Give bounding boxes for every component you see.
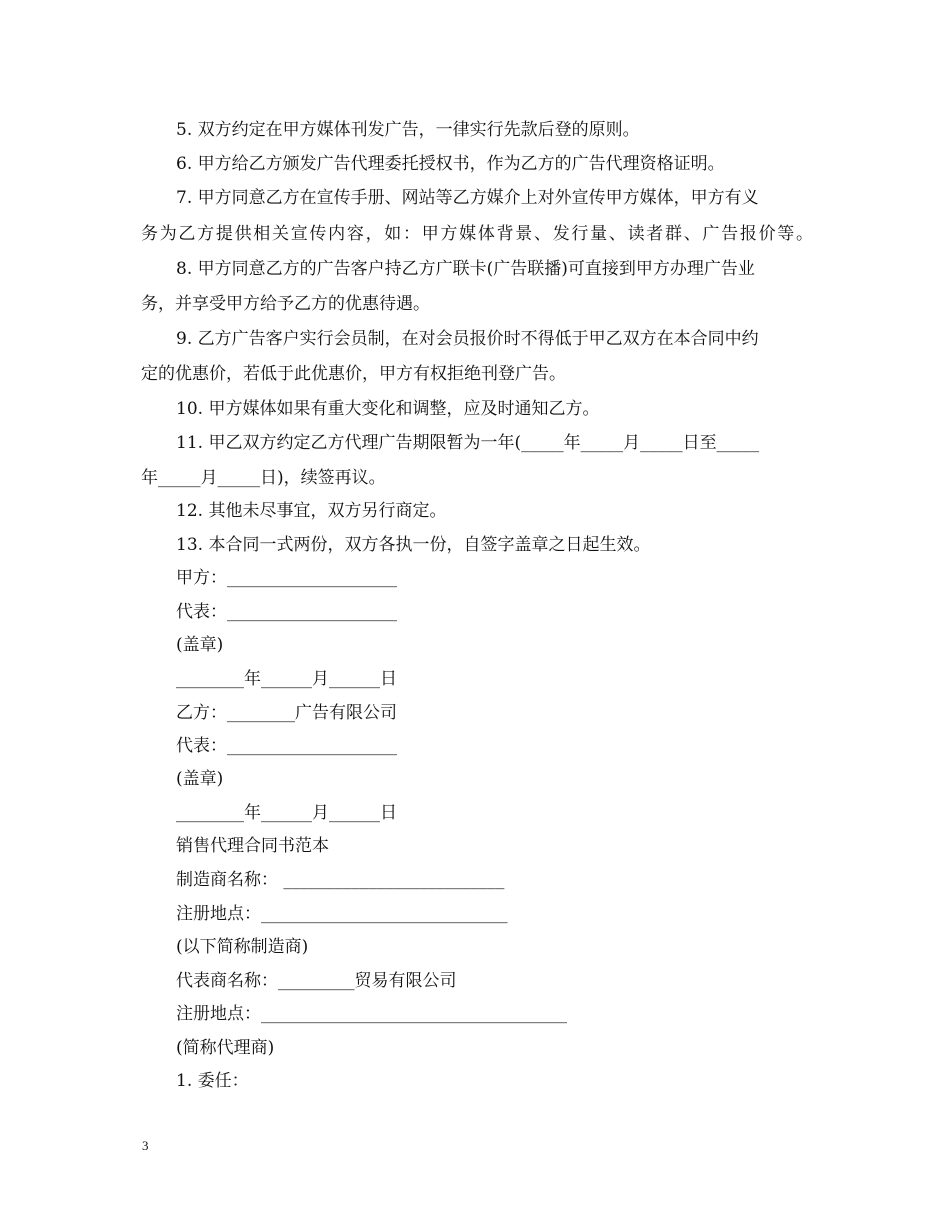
clause-8-line-2: 务，并享受甲方给予乙方的优惠待遇。	[141, 294, 430, 314]
section-1-heading: 1. 委任：	[176, 1071, 249, 1091]
clause-7-line-1: 7. 甲方同意乙方在宣传手册、网站等乙方媒介上对外宣传甲方媒体，甲方有义	[176, 188, 759, 208]
clause-12: 12. 其他未尽事宜，双方另行商定。	[176, 501, 447, 521]
manufacturer-address-field: 注册地点：_____________________________	[176, 904, 508, 924]
manufacturer-abbreviation: (以下简称制造商)	[176, 937, 309, 957]
clause-6: 6. 甲方给乙方颁发广告代理委托授权书，作为乙方的广告代理资格证明。	[176, 154, 725, 174]
party-b-seal-label: (盖章)	[176, 769, 224, 789]
party-b-representative-field: 代表：____________________	[176, 736, 397, 756]
clause-11-line-2: 年_____月_____日)，续签再议。	[141, 468, 386, 488]
clause-11-line-1: 11. 甲乙双方约定乙方代理广告期限暂为一年(_____年_____月_____日至_____	[176, 433, 760, 453]
party-a-seal-label: (盖章)	[176, 635, 224, 655]
party-a-date-field: ________年______月______日	[176, 669, 397, 689]
agent-name-field: 代表商名称：_________贸易有限公司	[176, 971, 457, 991]
agent-abbreviation: (简称代理商)	[176, 1038, 275, 1058]
clause-10: 10. 甲方媒体如果有重大变化和调整，应及时通知乙方。	[176, 399, 600, 419]
clause-5: 5. 双方约定在甲方媒体刊发广告，一律实行先款后登的原则。	[176, 120, 640, 140]
party-a-field: 甲方：____________________	[176, 568, 397, 588]
clause-8-line-1: 8. 甲方同意乙方的广告客户持乙方广联卡(广告联播)可直接到甲方办理广告业	[176, 259, 755, 279]
party-b-date-field: ________年______月______日	[176, 803, 397, 823]
section-title: 销售代理合同书范本	[176, 836, 329, 856]
manufacturer-name-field: 制造商名称： __________________________	[176, 870, 505, 890]
agent-address-field: 注册地点：____________________________________	[176, 1004, 567, 1024]
party-a-representative-field: 代表：____________________	[176, 602, 397, 622]
clause-7-line-2: 务为乙方提供相关宣传内容，如：甲方媒体背景、发行量、读者群、广告报价等。	[141, 224, 813, 244]
party-b-field: 乙方：________广告有限公司	[176, 703, 397, 723]
clause-9-line-1: 9. 乙方广告客户实行会员制，在对会员报价时不得低于甲乙双方在本合同中约	[176, 329, 759, 349]
clause-9-line-2: 定的优惠价，若低于此优惠价，甲方有权拒绝刊登广告。	[141, 364, 566, 384]
page-number: 3	[142, 1138, 149, 1153]
clause-13: 13. 本合同一式两份，双方各执一份，自签字盖章之日起生效。	[176, 535, 651, 555]
